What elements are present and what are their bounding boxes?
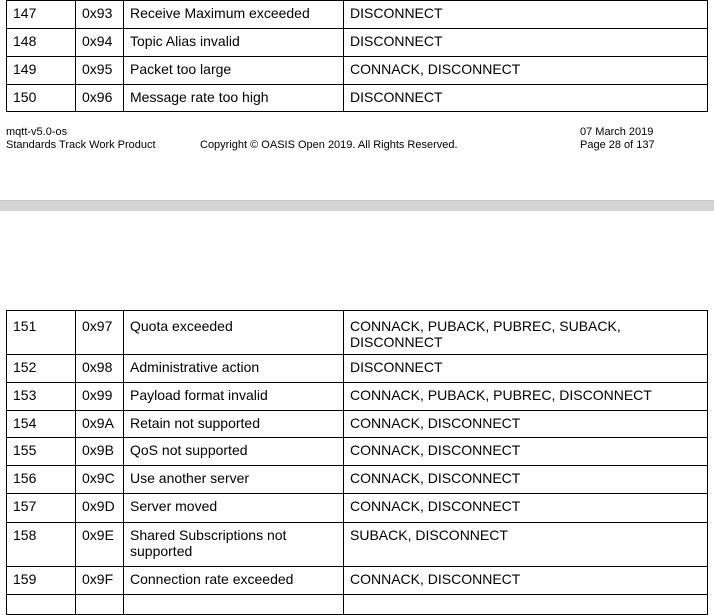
- reason-code-packets: SUBACK, DISCONNECT: [344, 523, 708, 567]
- page-separator: [0, 200, 714, 211]
- reason-code-hex: 0x98: [76, 355, 124, 383]
- reason-code-value: 157: [7, 494, 76, 523]
- reason-code-hex: 0x9F: [76, 567, 124, 595]
- reason-code-packets: CONNACK, PUBACK, PUBREC, SUBACK, DISCONNECT: [344, 311, 708, 355]
- table-row: [7, 57, 708, 85]
- reason-code-value: 149: [7, 57, 76, 85]
- copyright-notice: Copyright © OASIS Open 2019. All Rights Reserved.: [200, 139, 458, 151]
- reason-code-packets: CONNACK, DISCONNECT: [344, 567, 708, 595]
- reason-code-name: Administrative action: [124, 355, 344, 383]
- reason-code-value: 155: [7, 438, 76, 466]
- reason-code-value: 158: [7, 523, 76, 567]
- reason-code-hex: 0x9B: [76, 438, 124, 466]
- table-row: [7, 383, 708, 411]
- table-row: [7, 567, 708, 595]
- reason-code-value: 154: [7, 411, 76, 438]
- reason-code-name: Retain not supported: [124, 411, 344, 438]
- reason-code-name: Message rate too high: [124, 85, 344, 112]
- reason-code-value: 150: [7, 85, 76, 112]
- table-row: [7, 438, 708, 466]
- reason-code-name: Packet too large: [124, 57, 344, 85]
- table-row: [7, 85, 708, 112]
- table-row: [7, 494, 708, 523]
- reason-code-name: QoS not supported: [124, 438, 344, 466]
- reason-code-name: Connection rate exceeded: [124, 567, 344, 595]
- table-row: [7, 523, 708, 567]
- doc-track: Standards Track Work Product: [6, 139, 156, 151]
- reason-code-hex: 0x94: [76, 29, 124, 57]
- reason-code-packets: DISCONNECT: [344, 355, 708, 383]
- reason-code-value: 148: [7, 29, 76, 57]
- reason-code-name: Shared Subscriptions not supported: [124, 523, 344, 567]
- reason-code-hex: 0x9D: [76, 494, 124, 523]
- reason-code-packets: DISCONNECT: [344, 1, 708, 29]
- table-row: [7, 466, 708, 494]
- reason-code-packets: CONNACK, PUBACK, PUBREC, DISCONNECT: [344, 383, 708, 411]
- table-row: [7, 355, 708, 383]
- table-row: [7, 311, 708, 355]
- reason-code-name: Quota exceeded: [124, 311, 344, 355]
- doc-date: 07 March 2019: [580, 126, 654, 138]
- reason-code-table-bottom: [6, 310, 708, 615]
- table-row-partial: [7, 595, 708, 615]
- reason-code-packets: CONNACK, DISCONNECT: [344, 411, 708, 438]
- reason-code-hex: 0x99: [76, 383, 124, 411]
- footer-left: [6, 126, 156, 152]
- reason-code-packets: DISCONNECT: [344, 85, 708, 112]
- reason-code-packets: CONNACK, DISCONNECT: [344, 438, 708, 466]
- doc-id: mqtt-v5.0-os: [6, 126, 68, 138]
- reason-code-value: 151: [7, 311, 76, 355]
- reason-code-hex: 0x97: [76, 311, 124, 355]
- page-footer: [6, 126, 658, 156]
- reason-code-name: Topic Alias invalid: [124, 29, 344, 57]
- reason-code-name: Server moved: [124, 494, 344, 523]
- reason-code-name: Use another server: [124, 466, 344, 494]
- reason-code-hex: 0x96: [76, 85, 124, 112]
- table-row: [7, 411, 708, 438]
- reason-code-value: 156: [7, 466, 76, 494]
- reason-code-hex: 0x9A: [76, 411, 124, 438]
- reason-code-hex: 0x93: [76, 1, 124, 29]
- reason-code-packets: CONNACK, DISCONNECT: [344, 466, 708, 494]
- reason-code-packets: CONNACK, DISCONNECT: [344, 494, 708, 523]
- reason-code-value: 152: [7, 355, 76, 383]
- reason-code-value: 153: [7, 383, 76, 411]
- table-row: [7, 29, 708, 57]
- reason-code-table-top: [6, 0, 708, 112]
- reason-code-value: 159: [7, 567, 76, 595]
- page-number: Page 28 of 137: [580, 139, 655, 151]
- reason-code-packets: DISCONNECT: [344, 29, 708, 57]
- reason-code-hex: 0x95: [76, 57, 124, 85]
- reason-code-hex: 0x9C: [76, 466, 124, 494]
- table-row: [7, 1, 708, 29]
- reason-code-value: 147: [7, 1, 76, 29]
- reason-code-hex: 0x9E: [76, 523, 124, 567]
- footer-right: [580, 126, 658, 152]
- reason-code-name: Receive Maximum exceeded: [124, 1, 344, 29]
- reason-code-packets: CONNACK, DISCONNECT: [344, 57, 708, 85]
- reason-code-name: Payload format invalid: [124, 383, 344, 411]
